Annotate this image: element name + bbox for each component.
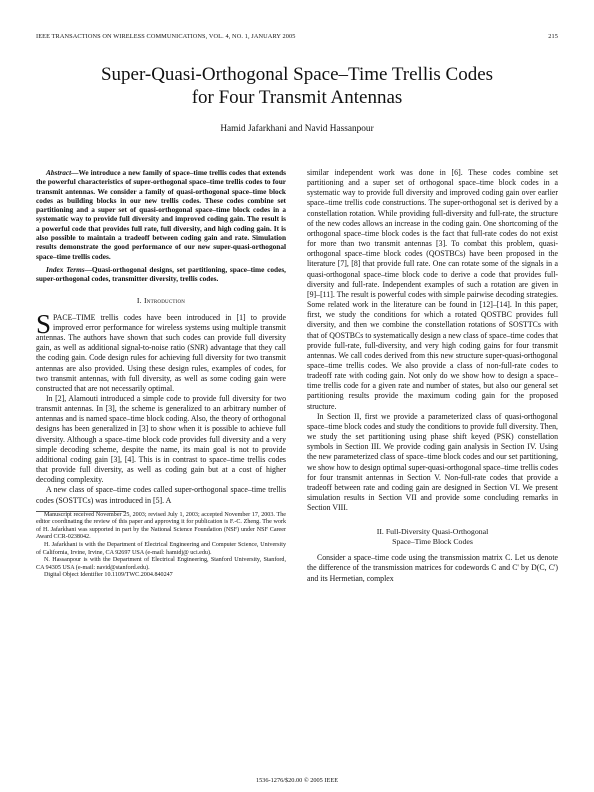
abstract (36, 168, 286, 261)
section-2-heading (307, 527, 558, 547)
section-2-paragraph-1: Consider a space–time code using the transmission matrix C. Let us denote the difference of the transmission matrices for codewords C and C' by D(C, C') and its Hermetian, complex (307, 553, 558, 583)
intro-paragraph-1 (36, 308, 286, 394)
section-2-line-1: II. Full-Diversity Quasi-Orthogonal (376, 527, 489, 537)
footnote-manuscript: Manuscript received November 25, 2003; revised July 1, 2003; accepted November 17, 2003. The editor coordinating the review of this paper and approving it for publication is F.-C. Zheng. The work of H. Jafarkhani was supported in part by the National Science Foundation (NSF) under NSF Career Award CCR-0238042. (36, 511, 286, 541)
right-column (307, 168, 558, 584)
footnote-author-1: H. Jafarkhani is with the Department of Electrical Engineering and Computer Science, University of California, Irvine, Irvine, CA 92697 USA (e-mail: hamidj@ uci.edu). (36, 542, 286, 556)
intro-paragraph-outline: In Section II, first we provide a parameterized class of quasi-orthogonal space–time block codes and study the conditions to provide full diversity. Then, we study the set partitioning using phase shift keyed (PSK) constellation symbols in Section III. We provide coding gain analysis in Section IV. Using the new parameterized class of space–time block codes and our set partitioning, we show how to design optimal super-quasi-orthogonal space–time trellis codes for four transmit antennas in Section V. Non-full-rate codes that provide a tradeoff between rate and coding gain are designed in Section VI. We present simulation results in Section VII and provide some concluding remarks in Section VIII. (307, 411, 559, 513)
section-1-number: I. (136, 295, 142, 305)
section-1-heading (36, 296, 286, 306)
authors: Hamid Jafarkhani and Navid Hassanpour (220, 124, 374, 134)
title-line-1: Super-Quasi-Orthogonal Space–Time Trellis Codes (100, 64, 494, 85)
intro-paragraph-2: In [2], Alamouti introduced a simple code to provide full diversity for two transmit antennas. In [3], the scheme is generalized to an arbitrary number of antennas and is named space–time block coding. Also, the theory of orthogonal designs has been generalized in [3] to show when it is possible to achieve full diversity. Although a space–time block code provides full diversity and a very simple decoding scheme, despite the name, its main goal is not to provide additional coding gain [3], [4]. This is in contrast to space–time trellis codes that provide full diversity, as well as coding gain but at a cost of higher decoding complexity. (36, 393, 286, 485)
index-terms (36, 265, 286, 284)
running-head (36, 33, 558, 43)
page-number: 215 (548, 33, 558, 40)
intro-paragraph-3: A new class of space–time codes called super-orthogonal space–time trellis codes (SOSTTCs) was introduced in [5]. A (36, 485, 286, 505)
section-1-title: Introduction (144, 295, 186, 305)
journal-name: IEEE TRANSACTIONS ON WIRELESS COMMUNICATIONS, VOL. 4, NO. 1, JANUARY 2005 (36, 33, 296, 40)
footnote-author-2: N. Hassanpour is with the Department of Electrical Engineering, Stanford University, Stanford, CA 94305 USA (e-mail: navid@stanford.edu). (36, 557, 286, 571)
paper-title (36, 63, 558, 109)
copyright-line: 1536-1276/$20.00 © 2005 IEEE (255, 777, 339, 784)
left-column (36, 168, 286, 580)
abstract-text: —We introduce a new family of space–time trellis codes that extends the powerful characteristics of super-orthogonal space–time trellis codes to four transmit antennas. We consider a family of quasi-orthogonal space–time block codes as building blocks in our new trellis codes. These codes combine set partitioning and a super set of quasi-orthogonal space–time block codes in a systematic way to provide full diversity and improved coding gain. The result is a powerful code that provides full rate, full diversity, and high coding gain. It is also possible to maintain a tradeoff between coding gain and rate. Simulation results demonstrate the good performance of our new super-quasi-orthogonal space–time trellis codes. (36, 168, 286, 261)
drop-cap: S (36, 308, 52, 339)
title-line-2: for Four Transmit Antennas (191, 87, 403, 108)
index-terms-label: Index Terms (46, 264, 85, 274)
intro-paragraph-1-text: PACE–TIME trellis codes have been introduced in [1] to provide improved error performance for wireless systems using multiple transmit antennas. The authors have shown that such codes can provide full diversity gain, as well as additional signal-to-noise ratio (SNR) advantage that they call the coding gain. Code design rules for achieving full diversity for two transmit antennas are also provided. Using these design rules, examples of codes, for two transmit antennas, with full diversity, as well as some coding gain were constructed that are not necessarily optimal. (36, 312, 286, 393)
intro-paragraph-continued: similar independent work was done in [6]. These codes combine set partitioning and a super set of orthogonal space–time block codes in a systematic way to provide full diversity and improved coding gain over earlier space–time trellis code constructions. The super-orthogonal set is derived by a constellation rotation. While providing full-diversity and full-rate, the structure of the new codes allows an increase in the coding gain. One shortcoming of the orthogonal space–time block codes is the fact that full-rate codes do not exist for more than two transmit antennas [3]. To combat this problem, quasi-orthogonal space–time block codes (QOSTBCs) have been proposed in the literature [7], [8] that provide full rate. One can rotate some of the signals in a quasi-orthogonal space–time block code to derive a code that provides full-diversity and full-rate. Independent examples of such a rotation are given in [9]–[11]. The result is powerful codes with simple pairwise decoding strategies. Some related work in the literature can be found in [12]–[14]. In this paper, first, we study the conditions for which a rotated QOSTBC provides full diversity, and then we combine the constellation rotations of SOSTTCs with that of QOSTBCs to systematically design a new class of space–time codes that provide full-rate, full-diversity, and very high coding gains for four transmit antennas. We call codes derived from this new structure super-quasi-orthogonal space–time trellis codes. We also provide a class of non-full-rate codes to tradeoff rate with coding gain. Not only do we show how to design a space–time trellis code for a given rate and number of states, but also our general set partitioning results provide the maximum coding gain for the proposed structure. (307, 168, 558, 411)
abstract-label: Abstract (46, 168, 72, 177)
footnote-doi: Digital Object Identifier 10.1109/TWC.2004.840247 (44, 572, 173, 579)
index-terms-text: —Quasi-orthogonal designs, set partitioning, space–time codes, super-orthogonal codes, transmitter diversity, trellis codes. (36, 264, 287, 284)
section-2-line-2: Space–Time Block Codes (392, 537, 473, 547)
